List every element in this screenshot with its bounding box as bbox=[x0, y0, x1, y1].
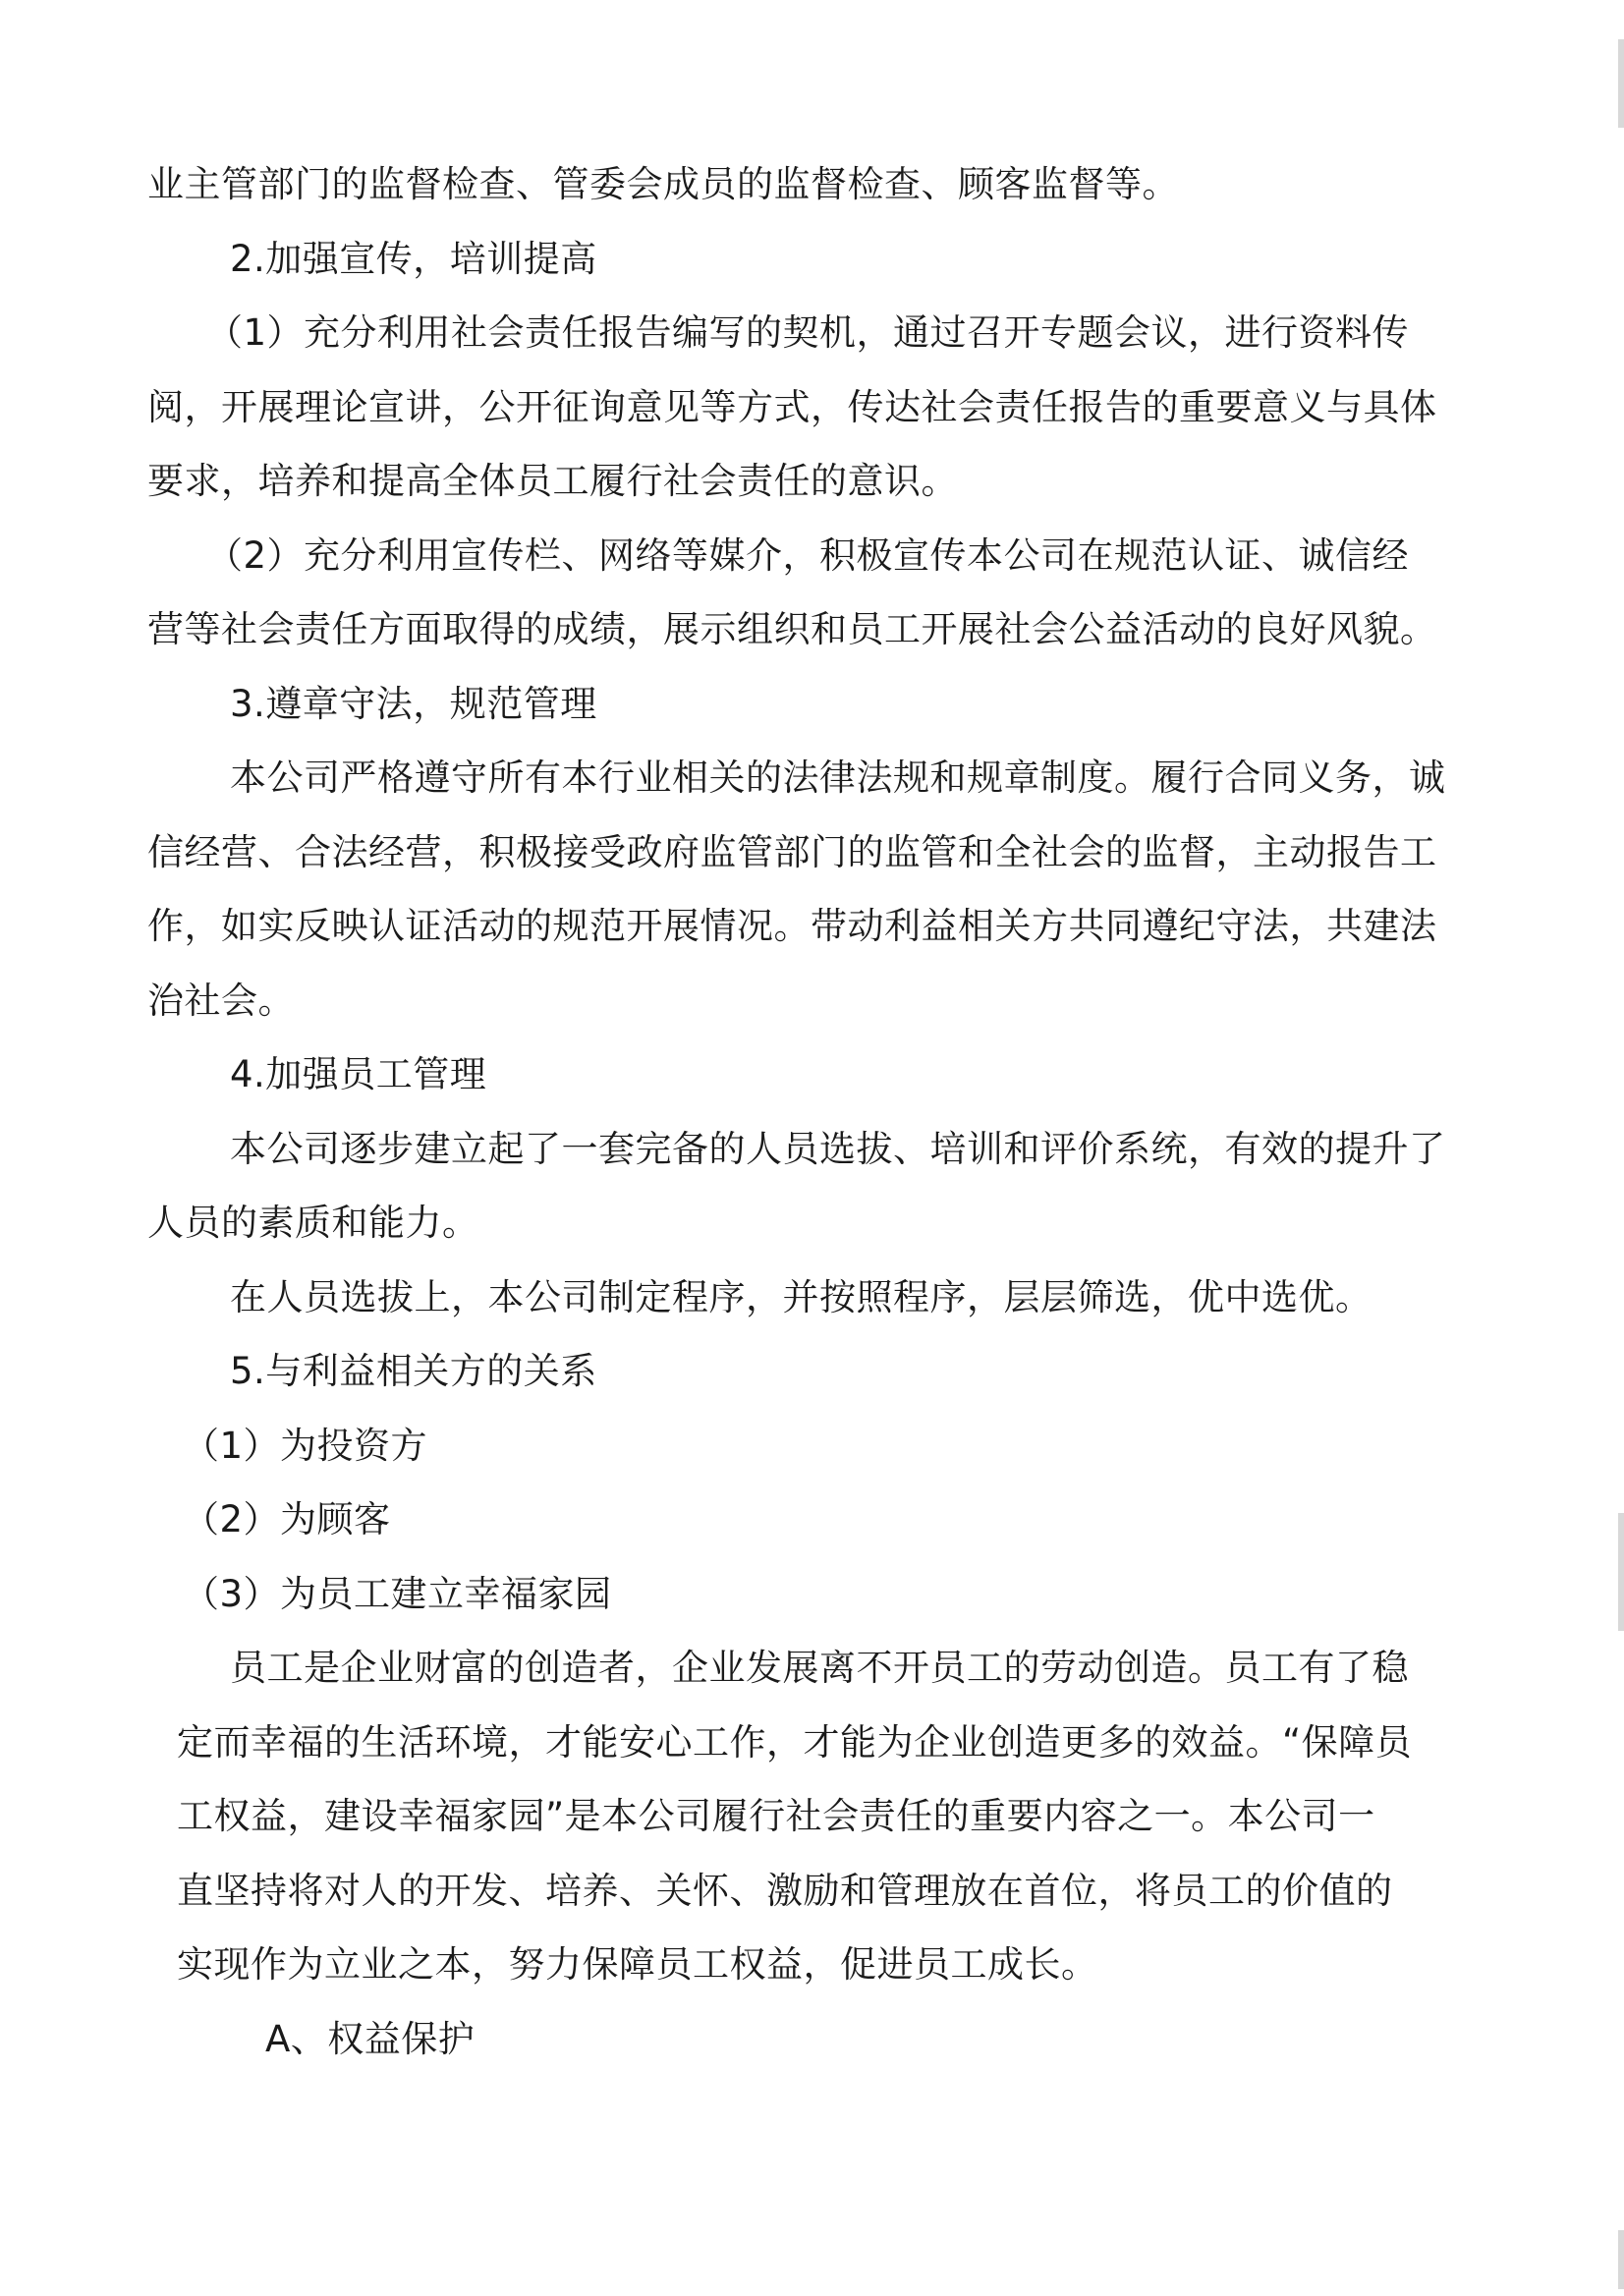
text-line: 营等社会责任方面取得的成绩，展示组织和员工开展社会公益活动的良好风貌。 bbox=[147, 608, 1437, 650]
text-line: 阅，开展理论宣讲，公开征询意见等方式，传达社会责任报告的重要意义与具体 bbox=[147, 385, 1437, 428]
list-item: （2）为顾客 bbox=[183, 1498, 391, 1540]
section-heading: 2.加强宣传，培训提高 bbox=[230, 237, 597, 280]
text-line: 工权益，建设幸福家园”是本公司履行社会责任的重要内容之一。本公司一 bbox=[177, 1795, 1375, 1837]
section-heading: 4.加强员工管理 bbox=[230, 1053, 487, 1095]
scan-edge-mark bbox=[1618, 2230, 1624, 2289]
section-heading: 3.遵章守法，规范管理 bbox=[230, 682, 597, 725]
text-line: 本公司严格遵守所有本行业相关的法律法规和规章制度。履行合同义务，诚 bbox=[230, 756, 1446, 799]
text-line: 治社会。 bbox=[147, 979, 295, 1022]
text-line: 要求，培养和提高全体员工履行社会责任的意识。 bbox=[147, 460, 958, 502]
scan-edge-mark bbox=[1618, 1513, 1624, 1631]
text-line: 直坚持将对人的开发、培养、关怀、激励和管理放在首位，将员工的价值的 bbox=[177, 1869, 1393, 1912]
document-body bbox=[147, 147, 1474, 2076]
text-line: 在人员选拔上，本公司制定程序，并按照程序，层层筛选，优中选优。 bbox=[230, 1275, 1372, 1318]
text-line: 员工是企业财富的创造者，企业发展离不开员工的劳动创造。员工有了稳 bbox=[230, 1647, 1409, 1689]
text-line: （2）充分利用宣传栏、网络等媒介，积极宣传本公司在规范认证、诚信经 bbox=[206, 533, 1410, 577]
text-line: 业主管部门的监督检查、管委会成员的监督检查、顾客监督等。 bbox=[147, 163, 1179, 205]
text-line: 人员的素质和能力。 bbox=[147, 1202, 479, 1244]
text-line: 实现作为立业之本，努力保障员工权益，促进员工成长。 bbox=[177, 1943, 1098, 1986]
section-heading: 5.与利益相关方的关系 bbox=[230, 1350, 597, 1392]
text-line: 定而幸福的生活环境，才能安心工作，才能为企业创造更多的效益。“保障员 bbox=[177, 1720, 1413, 1764]
text-line: 信经营、合法经营，积极接受政府监管部门的监管和全社会的监督，主动报告工 bbox=[147, 830, 1437, 873]
section-heading: A、权益保护 bbox=[265, 2017, 476, 2060]
list-item: （3）为员工建立幸福家园 bbox=[183, 1572, 612, 1615]
text-line: （1）充分利用社会责任报告编写的契机，通过召开专题会议，进行资料传 bbox=[206, 311, 1410, 354]
list-item: （1）为投资方 bbox=[183, 1424, 428, 1467]
text-line: 作，如实反映认证活动的规范开展情况。带动利益相关方共同遵纪守法，共建法 bbox=[147, 905, 1437, 947]
text-line: 本公司逐步建立起了一套完备的人员选拔、培训和评价系统，有效的提升了 bbox=[230, 1127, 1446, 1170]
scan-edge-mark bbox=[1618, 39, 1624, 128]
